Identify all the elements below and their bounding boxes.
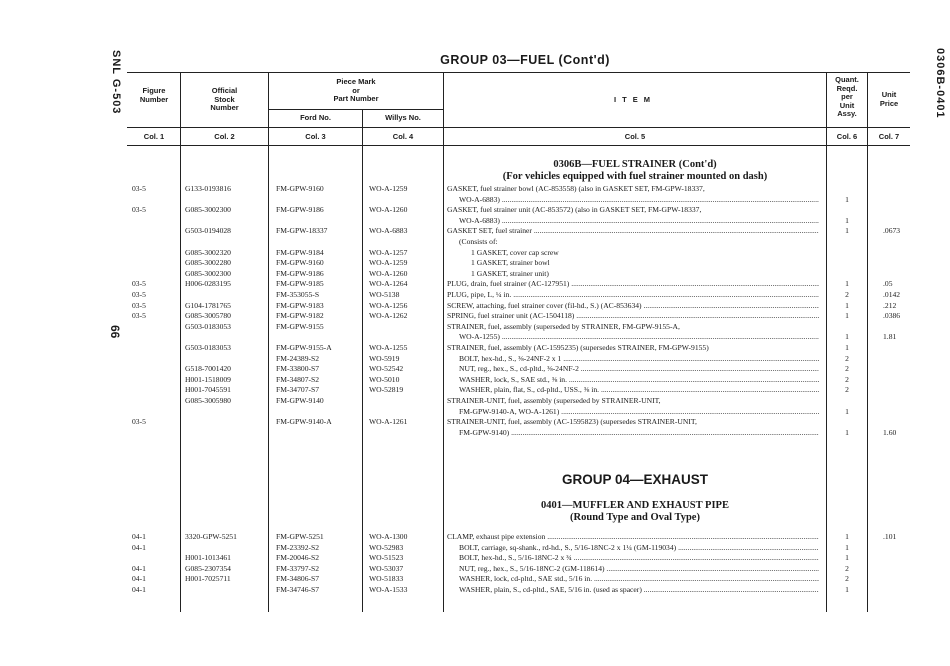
unit-price-cell: 1.81: [883, 332, 897, 342]
group-title-exhaust: GROUP 04—EXHAUST: [561, 472, 709, 487]
stock-number-cell: H001-7045591: [185, 385, 231, 395]
quantity-cell: 1: [845, 406, 849, 416]
ford-number-cell: FM-34707-S7: [276, 385, 320, 395]
col-label-7: Col. 7: [878, 132, 900, 141]
item-description-cell: NUT, reg., hex., S., 5/16-18NC-2 (GM-118614) .....: [447, 564, 819, 574]
table-row: [0, 343, 950, 353]
table-row: [0, 290, 950, 300]
table-row: [0, 396, 950, 406]
willys-number-cell: WO-52819: [369, 385, 404, 395]
quantity-cell: 1: [845, 585, 849, 594]
ford-number-cell: FM-33800-S7: [276, 364, 320, 374]
header-unit-price: Unit Price: [879, 90, 899, 108]
header-piece-mark: Piece Mark or Part Number: [333, 77, 379, 103]
stock-number-cell: G503-0183053: [185, 321, 231, 331]
figure-number-cell: 03-5: [132, 417, 146, 427]
item-description-cell: STRAINER, fuel, assembly (superseded by STRAINER, FM-GPW-9155-A,: [447, 321, 680, 331]
table-row: [0, 532, 950, 542]
item-description-cell: WO-A-6883) .....: [447, 195, 819, 205]
willys-number-cell: WO-52542: [369, 364, 404, 374]
figure-number-cell: 04-1: [132, 563, 146, 573]
ford-number-cell: FM-GPW-9155-A: [276, 343, 332, 352]
unit-price-cell: .0142: [883, 290, 901, 299]
colnum-bottom-rule: [127, 145, 910, 146]
item-description-cell: SCREW, attaching, fuel strainer cover (fil-hd., S.) (AC-853634) .....: [447, 301, 819, 311]
stock-number-cell: H001-1013461: [185, 553, 231, 563]
table-row: [0, 301, 950, 311]
stock-number-cell: G085-3002300: [185, 205, 231, 215]
ford-number-cell: FM-GPW-9160: [276, 258, 324, 268]
header-item: ITEM: [614, 95, 656, 104]
stock-number-cell: G085-3002280: [185, 258, 231, 268]
stock-number-cell: G085-3002300: [185, 268, 231, 278]
willys-number-cell: WO-5010: [369, 374, 400, 384]
item-description-cell: WASHER, lock, S., SAE std., ⅜ in. .....: [447, 375, 819, 385]
item-description-cell: 1 GASKET, strainer bowl: [471, 258, 550, 268]
willys-number-cell: WO-A-1256: [369, 300, 408, 310]
table-row: [0, 311, 950, 321]
item-description-cell: WASHER, plain, flat, S., cd-pltd., USS., ⅜ in. .....: [447, 385, 819, 395]
item-description-cell: NUT, reg., hex., S., cd-pltd., ⅜-24NF-2 .....: [447, 364, 819, 374]
table-row: [0, 205, 950, 215]
willys-number-cell: WO-A-1262: [369, 311, 408, 321]
header-quantity: Quant. Reqd. per Unit Assy.: [835, 75, 859, 118]
stock-number-cell: G503-0194028: [185, 226, 231, 236]
stock-number-cell: G085-3002320: [185, 247, 231, 257]
table-row: [0, 184, 950, 194]
item-description-cell: WASHER, lock, cd-pltd., SAE std., 5/16 in. .....: [447, 574, 819, 584]
col-label-6: Col. 6: [836, 132, 858, 141]
col-label-1: Col. 1: [143, 132, 165, 141]
section-title-muffler: 0401—MUFFLER AND EXHAUST PIPE: [541, 500, 729, 511]
ford-number-cell: FM-GPW-9140-A: [276, 417, 332, 427]
section-subtitle-muffler: (Round Type and Oval Type): [570, 512, 700, 523]
ford-number-cell: FM-33797-S2: [276, 563, 320, 573]
table-row: [0, 574, 950, 584]
figure-number-cell: 03-5: [132, 184, 146, 193]
quantity-cell: 1: [845, 215, 849, 225]
quantity-cell: 1: [845, 279, 849, 289]
table-row: [0, 322, 950, 332]
quantity-cell: 1: [845, 300, 849, 310]
ford-number-cell: FM-GPW-9182: [276, 311, 324, 321]
figure-number-cell: 04-1: [132, 542, 146, 552]
stock-number-cell: H006-0283195: [185, 279, 231, 289]
document-code: SNL G-503: [110, 50, 122, 115]
quantity-cell: 2: [845, 574, 849, 584]
item-description-cell: PLUG, pipe, L, ¼ in. .....: [447, 290, 819, 300]
item-description-cell: WASHER, plain, S., cd-pltd., SAE, 5/16 in. (used as spacer) .....: [447, 585, 819, 595]
quantity-cell: 1: [845, 343, 849, 352]
stock-number-cell: G518-7001420: [185, 364, 231, 374]
ford-number-cell: FM-23392-S2: [276, 542, 320, 552]
item-description-cell: BOLT, hex-hd., S., ⅜-24NF-2 x 1 .....: [447, 354, 819, 364]
willys-number-cell: WO-A-1255: [369, 343, 408, 352]
table-row: [0, 269, 950, 279]
item-description-cell: PLUG, drain, fuel strainer (AC-127951) .....: [447, 279, 819, 289]
quantity-cell: 2: [845, 374, 849, 384]
item-description-cell: FM-GPW-9140-A, WO-A-1261) .....: [447, 407, 819, 417]
quantity-cell: 1: [845, 194, 849, 204]
willys-number-cell: WO-5919: [369, 353, 400, 363]
item-description-cell: 1 GASKET, cover cap screw: [471, 247, 559, 257]
ford-number-cell: FM-GPW-9186: [276, 205, 324, 215]
ford-number-cell: FM-GPW-9160: [276, 184, 324, 193]
group-title: GROUP 03—FUEL (Cont'd): [440, 53, 610, 67]
table-row: [0, 258, 950, 268]
unit-price-cell: .05: [883, 279, 893, 289]
willys-number-cell: WO-A-1300: [369, 532, 408, 541]
piece-mark-divider: [268, 109, 443, 110]
quantity-cell: 2: [845, 290, 849, 299]
figure-number-cell: 04-1: [132, 585, 146, 594]
willys-number-cell: WO-5138: [369, 290, 400, 299]
figure-number-cell: 04-1: [132, 532, 146, 541]
item-description-cell: SPRING, fuel strainer unit (AC-1504118) .....: [447, 311, 819, 321]
table-row: [0, 332, 950, 342]
item-description-cell: WO-A-1255) .....: [447, 332, 819, 342]
stock-number-cell: H001-7025711: [185, 574, 231, 584]
figure-number-cell: 03-5: [132, 300, 146, 310]
table-row: [0, 428, 950, 438]
table-row: [0, 585, 950, 595]
table-row: [0, 375, 950, 385]
header-bottom-rule: [127, 127, 910, 128]
unit-price-cell: .101: [883, 532, 897, 541]
stock-number-cell: G085-3005980: [185, 396, 231, 405]
stock-number-cell: G503-0183053: [185, 343, 231, 352]
table-row: [0, 553, 950, 563]
ford-number-cell: FM-34806-S7: [276, 574, 320, 584]
unit-price-cell: .212: [883, 300, 897, 310]
table-row: [0, 237, 950, 247]
quantity-cell: 2: [845, 353, 849, 363]
col-label-4: Col. 4: [392, 132, 414, 141]
willys-number-cell: WO-51833: [369, 574, 404, 584]
quantity-cell: 1: [845, 427, 849, 437]
figure-number-cell: 03-5: [132, 311, 146, 321]
ford-number-cell: FM-GPW-9185: [276, 279, 324, 289]
item-description-cell: GASKET SET, fuel strainer .....: [447, 226, 819, 236]
table-row: [0, 279, 950, 289]
quantity-cell: 1: [845, 311, 849, 321]
item-description-cell: FM-GPW-9140) .....: [447, 428, 819, 438]
item-description-cell: STRAINER-UNIT, fuel, assembly (AC-1595823) (supersedes STRAINER-UNIT,: [447, 417, 697, 427]
ford-number-cell: FM-353055-S: [276, 290, 320, 299]
col-label-3: Col. 3: [305, 132, 326, 141]
ford-number-cell: FM-GPW-9183: [276, 300, 324, 310]
unit-price-cell: .0386: [883, 311, 901, 321]
stock-number-cell: G085-2307354: [185, 563, 231, 573]
item-description-cell: STRAINER, fuel, assembly (AC-1595235) (supersedes STRAINER, FM-GPW-9155): [447, 343, 709, 352]
table-top-rule: [127, 72, 910, 73]
table-row: [0, 354, 950, 364]
quantity-cell: 2: [845, 364, 849, 374]
ford-number-cell: FM-GPW-5251: [276, 532, 324, 541]
willys-number-cell: WO-A-1261: [369, 417, 408, 427]
table-row: [0, 216, 950, 226]
item-description-cell: BOLT, hex-hd., S., 5/16-18NC-2 x ¾ .....: [447, 553, 819, 563]
item-description-cell: 1 GASKET, strainer unit): [471, 268, 549, 278]
table-row: [0, 195, 950, 205]
willys-number-cell: WO-A-6883: [369, 226, 408, 236]
willys-number-cell: WO-A-1260: [369, 205, 408, 215]
figure-number-cell: 03-5: [132, 279, 146, 289]
quantity-cell: 1: [845, 332, 849, 342]
stock-number-cell: G104-1781765: [185, 300, 231, 310]
table-row: [0, 385, 950, 395]
stock-number-cell: 3320-GPW-5251: [185, 532, 237, 541]
ford-number-cell: FM-GPW-9184: [276, 247, 324, 257]
table-row: [0, 407, 950, 417]
table-row: [0, 226, 950, 236]
willys-number-cell: WO-A-1260: [369, 268, 408, 278]
table-row: [0, 417, 950, 427]
section-title-fuel-strainer: 0306B—FUEL STRAINER (Cont'd): [553, 159, 717, 170]
item-description-cell: WO-A-6883) .....: [447, 216, 819, 226]
figure-number-cell: 04-1: [132, 574, 146, 584]
quantity-cell: 1: [845, 226, 849, 236]
figure-number-cell: 03-5: [132, 205, 146, 215]
header-ford-no: Ford No.: [300, 113, 331, 122]
ford-number-cell: FM-24389-S2: [276, 353, 320, 363]
quantity-cell: 2: [845, 563, 849, 573]
item-description-cell: CLAMP, exhaust pipe extension .....: [447, 532, 819, 542]
item-description-cell: GASKET, fuel strainer unit (AC-853572) (also in GASKET SET, FM-GPW-18337,: [447, 205, 702, 215]
stock-number-cell: G133-0193816: [185, 184, 231, 193]
quantity-cell: 1: [845, 542, 849, 552]
unit-price-cell: .0673: [883, 226, 901, 236]
table-row: [0, 364, 950, 374]
unit-price-cell: 1.60: [883, 427, 897, 437]
table-row: [0, 248, 950, 258]
willys-number-cell: WO-A-1259: [369, 258, 408, 268]
stock-number-cell: G085-3005780: [185, 311, 231, 321]
ford-number-cell: FM-20046-S2: [276, 553, 320, 563]
item-description-cell: BOLT, carriage, sq-shank., rd-hd., S., 5/16-18NC-2 x 1¼ (GM-119034) .....: [447, 543, 819, 553]
item-description-cell: (Consists of:: [459, 237, 498, 246]
willys-number-cell: WO-51523: [369, 553, 404, 563]
header-figure-number: Figure Number: [139, 86, 169, 104]
header-stock-number: Official Stock Number: [210, 86, 239, 112]
quantity-cell: 1: [845, 532, 849, 541]
page-number: 66: [108, 325, 122, 339]
ford-number-cell: FM-GPW-18337: [276, 226, 328, 236]
table-row: [0, 543, 950, 553]
willys-number-cell: WO-52983: [369, 542, 404, 552]
item-description-cell: GASKET, fuel strainer bowl (AC-853558) (also in GASKET SET, FM-GPW-18337,: [447, 184, 705, 193]
ford-number-cell: FM-GPW-9186: [276, 268, 324, 278]
ford-number-cell: FM-GPW-9140: [276, 396, 324, 405]
section-range: 0306B-0401: [934, 48, 946, 119]
ford-number-cell: FM-34746-S7: [276, 585, 320, 594]
stock-number-cell: H001-1518009: [185, 374, 231, 384]
quantity-cell: 1: [845, 553, 849, 563]
figure-number-cell: 03-5: [132, 290, 146, 299]
willys-number-cell: WO-A-1259: [369, 184, 408, 193]
ford-number-cell: FM-34807-S2: [276, 374, 320, 384]
table-row: [0, 564, 950, 574]
quantity-cell: 2: [845, 385, 849, 395]
willys-number-cell: WO-A-1533: [369, 585, 408, 594]
ford-number-cell: FM-GPW-9155: [276, 321, 324, 331]
col-label-5: Col. 5: [624, 132, 646, 141]
willys-number-cell: WO-A-1257: [369, 247, 408, 257]
header-willys-no: Willys No.: [385, 113, 421, 122]
willys-number-cell: WO-A-1264: [369, 279, 408, 289]
willys-number-cell: WO-53037: [369, 563, 404, 573]
item-description-cell: STRAINER-UNIT, fuel, assembly (superseded by STRAINER-UNIT,: [447, 396, 661, 405]
col-label-2: Col. 2: [214, 132, 235, 141]
section-subtitle-fuel-strainer: (For vehicles equipped with fuel strainer mounted on dash): [502, 171, 768, 182]
